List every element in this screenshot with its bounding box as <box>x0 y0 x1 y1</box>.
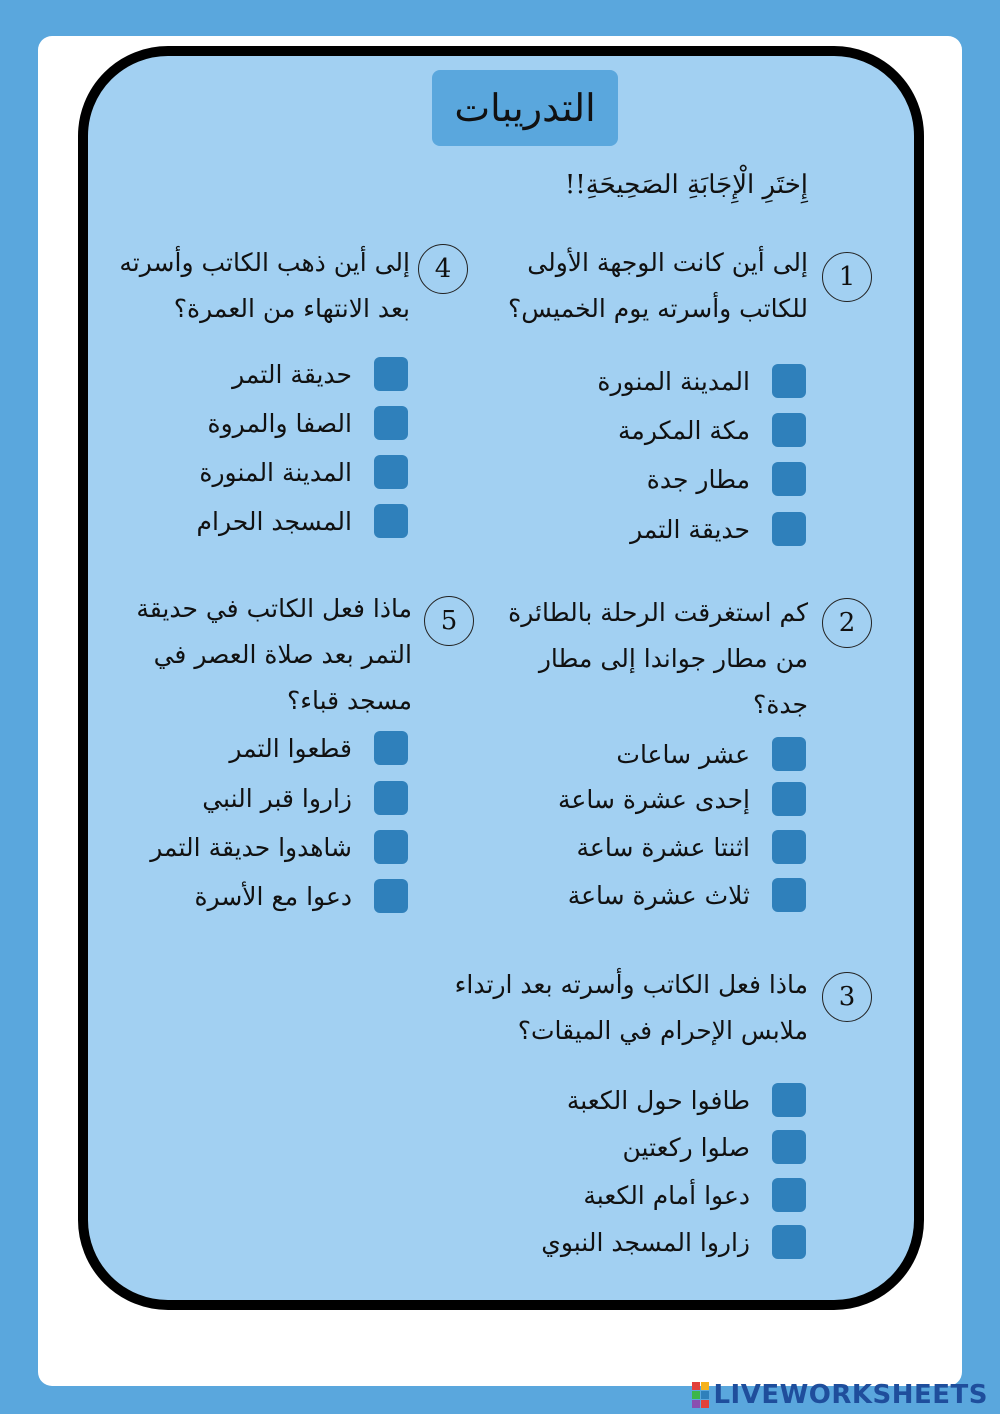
checkbox[interactable] <box>772 782 806 816</box>
question-1-text <box>508 240 808 332</box>
question-5-line-2: التمر بعد صلاة العصر في <box>153 640 412 669</box>
question-2-option-2[interactable]: إحدى عشرة ساعة <box>558 782 806 816</box>
question-2-text <box>508 590 808 728</box>
question-3-option-2[interactable]: صلوا ركعتين <box>623 1130 806 1164</box>
question-number-5: 5 <box>424 596 474 646</box>
checkbox[interactable] <box>772 1130 806 1164</box>
question-3-text <box>455 962 808 1054</box>
checkbox[interactable] <box>772 1083 806 1117</box>
page-title <box>432 70 618 146</box>
checkbox[interactable] <box>374 879 408 913</box>
checkbox[interactable] <box>772 1225 806 1259</box>
checkbox[interactable] <box>772 462 806 496</box>
question-4-text <box>119 240 410 332</box>
checkbox[interactable] <box>374 731 408 765</box>
question-4-option-1[interactable]: حديقة التمر <box>232 357 408 391</box>
question-1-line-1: إلى أين كانت الوجهة الأولى <box>527 248 808 277</box>
question-4-option-4[interactable]: المسجد الحرام <box>197 504 408 538</box>
checkbox[interactable] <box>374 357 408 391</box>
question-5-text <box>136 586 412 724</box>
checkbox[interactable] <box>374 504 408 538</box>
checkbox[interactable] <box>772 878 806 912</box>
checkbox[interactable] <box>772 830 806 864</box>
question-5-option-3[interactable]: شاهدوا حديقة التمر <box>150 830 408 864</box>
question-2-option-1[interactable]: عشر ساعات <box>616 737 806 771</box>
question-1-line-2: للكاتب وأسرته يوم الخميس؟ <box>508 294 808 323</box>
question-5-line-3: مسجد قباء؟ <box>286 686 412 715</box>
question-2-option-4[interactable]: ثلاث عشرة ساعة <box>568 878 806 912</box>
question-4-option-3[interactable]: المدينة المنورة <box>199 455 408 489</box>
question-4-line-1: إلى أين ذهب الكاتب وأسرته <box>119 248 410 277</box>
question-3-line-2: ملابس الإحرام في الميقات؟ <box>517 1016 808 1045</box>
checkbox[interactable] <box>374 830 408 864</box>
question-5-option-2[interactable]: زاروا قبر النبي <box>202 781 408 815</box>
liveworksheets-logo-icon <box>692 1382 709 1408</box>
liveworksheets-brand[interactable] <box>692 1380 988 1410</box>
question-5-option-4[interactable]: دعوا مع الأسرة <box>194 879 408 913</box>
page-title-text: التدريبات <box>454 86 596 130</box>
question-3-option-1[interactable]: طافوا حول الكعبة <box>567 1083 806 1117</box>
checkbox[interactable] <box>374 455 408 489</box>
question-5-line-1: ماذا فعل الكاتب في حديقة <box>136 594 412 623</box>
question-5-option-1[interactable]: قطعوا التمر <box>229 731 408 765</box>
question-2-option-3[interactable]: اثنتا عشرة ساعة <box>577 830 807 864</box>
checkbox[interactable] <box>772 737 806 771</box>
brand-name: LIVEWORKSHEETS <box>713 1380 988 1410</box>
instruction-text: إِختَرِ الْإِجَابَةِ الصَحِيحَةِ!! <box>564 170 808 200</box>
checkbox[interactable] <box>374 406 408 440</box>
question-2-line-1: كم استغرقت الرحلة بالطائرة <box>508 598 808 627</box>
question-3-option-4[interactable]: زاروا المسجد النبوي <box>541 1225 806 1259</box>
question-number-4: 4 <box>418 244 468 294</box>
question-2-line-3: جدة؟ <box>753 690 808 719</box>
question-1-option-3[interactable]: مطار جدة <box>647 462 806 496</box>
question-number-2: 2 <box>822 598 872 648</box>
checkbox[interactable] <box>772 1178 806 1212</box>
checkbox[interactable] <box>772 364 806 398</box>
question-3-line-1: ماذا فعل الكاتب وأسرته بعد ارتداء <box>454 970 808 999</box>
question-2-line-2: من مطار جواندا إلى مطار <box>538 644 808 673</box>
question-1-option-1[interactable]: المدينة المنورة <box>597 364 806 398</box>
checkbox[interactable] <box>374 781 408 815</box>
checkbox[interactable] <box>772 512 806 546</box>
question-4-option-2[interactable]: الصفا والمروة <box>207 406 408 440</box>
question-1-option-4[interactable]: حديقة التمر <box>630 512 806 546</box>
question-4-line-2: بعد الانتهاء من العمرة؟ <box>173 294 410 323</box>
checkbox[interactable] <box>772 413 806 447</box>
question-1-option-2[interactable]: مكة المكرمة <box>618 413 806 447</box>
question-number-1: 1 <box>822 252 872 302</box>
question-number-3: 3 <box>822 972 872 1022</box>
question-3-option-3[interactable]: دعوا أمام الكعبة <box>583 1178 806 1212</box>
